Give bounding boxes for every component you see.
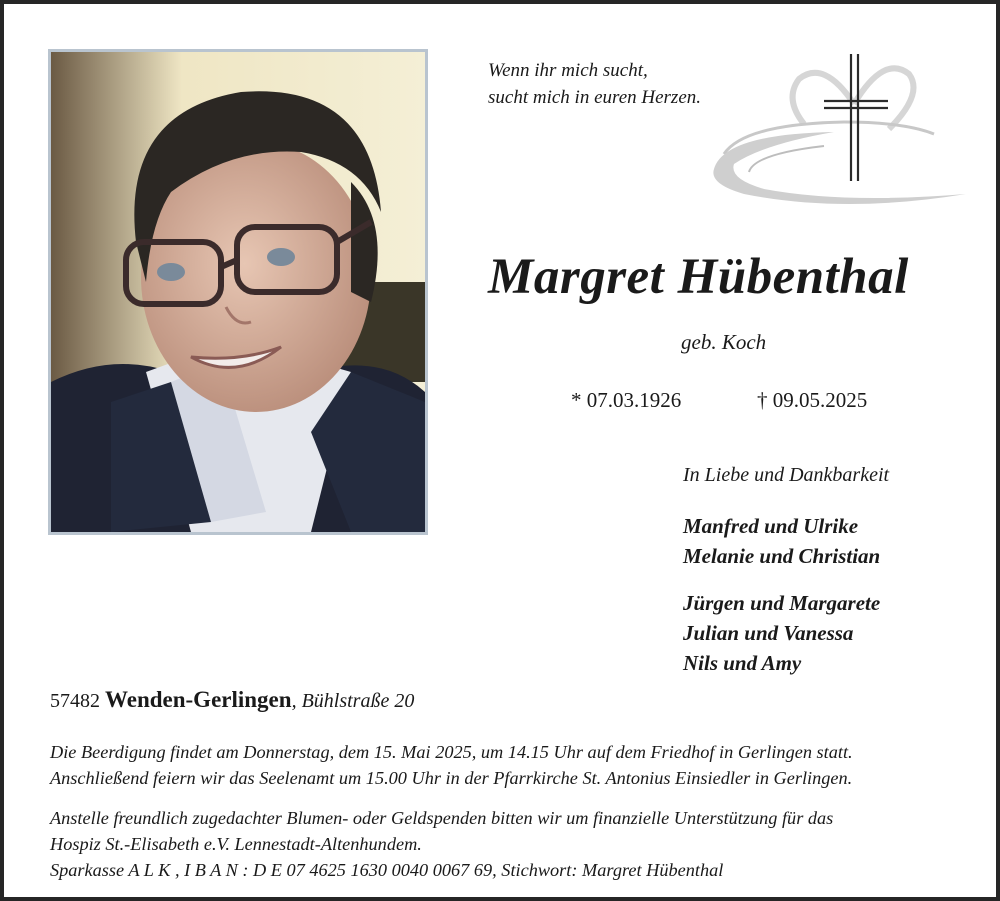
mourners-intro: In Liebe und Dankbarkeit: [683, 464, 890, 486]
donation-line-2: Hospiz St.-Elisabeth e.V. Lennestadt-Altenhundem.: [50, 834, 422, 854]
mourner-line: Jürgen und Margarete: [683, 591, 881, 615]
donation-info: [50, 805, 960, 883]
portrait-image: [51, 52, 425, 532]
donation-line-1: Anstelle freundlich zugedachter Blumen- oder Geldspenden bitten wir um finanzielle Unterstützung für das: [50, 808, 834, 828]
mourning-address: [50, 687, 414, 713]
birth-date: * 07.03.1926: [571, 388, 682, 412]
death-date: † 09.05.2025: [757, 388, 868, 412]
address-street: , Bühlstraße 20: [291, 690, 415, 712]
mourners-group-2: [683, 588, 880, 678]
mourner-line: Melanie und Christian: [683, 544, 881, 568]
quote-line-2: sucht mich in euren Herzen.: [488, 87, 701, 108]
mourner-line: Julian und Vanessa: [683, 621, 854, 645]
memorial-quote: [488, 57, 701, 111]
bank-details: Sparkasse A L K , I B A N : D E 07 4625 1630 0040 0067 69, Stichwort: Margret Hübenthal: [50, 860, 724, 880]
portrait-photo: [48, 49, 428, 535]
funeral-info: [50, 739, 960, 791]
address-city: Wenden-Gerlingen: [105, 687, 292, 712]
birth-name: geb. Koch: [681, 330, 767, 354]
mourners-group-1: [683, 511, 880, 571]
address-zip: 57482: [50, 690, 100, 712]
quote-line-1: Wenn ihr mich sucht,: [488, 60, 648, 81]
mourner-line: Nils und Amy: [683, 651, 802, 675]
deceased-name: Margret Hübenthal: [488, 249, 909, 305]
mourner-line: Manfred und Ulrike: [683, 514, 859, 538]
funeral-line-2: Anschließend feiern wir das Seelenamt um 15.00 Uhr in der Pfarrkirche St. Antonius Einsiedler in Gerlingen.: [50, 768, 853, 788]
cross-heart-swoosh-icon: [704, 44, 969, 214]
funeral-line-1: Die Beerdigung findet am Donnerstag, dem 15. Mai 2025, um 14.15 Uhr auf dem Friedhof in Gerlingen statt.: [50, 742, 853, 762]
